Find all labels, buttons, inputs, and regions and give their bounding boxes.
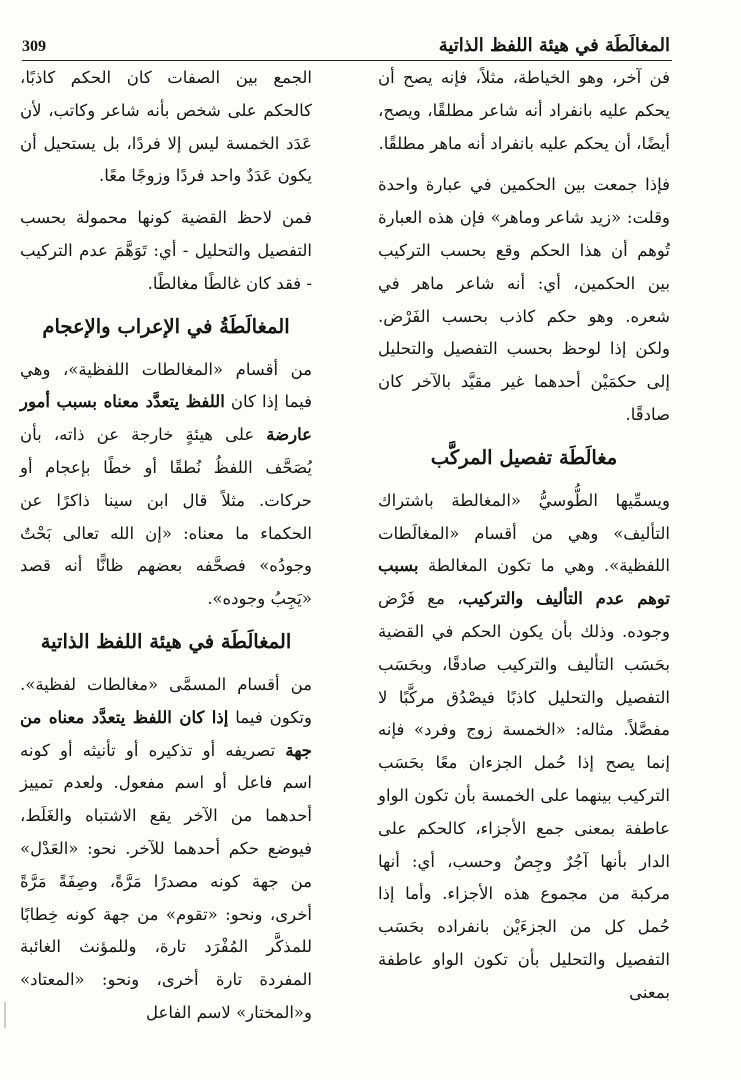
bold-text: إذا كان اللفظ يتعدَّد معناه من جهة [20, 707, 312, 760]
binding-mark [4, 1002, 6, 1028]
text-run: على هيئةٍ خارجة عن ذاته، بأن يُصَحَّف اللفظُ نُطقًا أو خطًا بإعجام أو حركات. مثلاً قال ابن سينا ذاكرًا عن الحكماء ما معناه: «إن الله تعالى بَحْتٌ وجودُه» فصحَّفه بعضهم ظانًّا أنه قصد «يَجِبُ وجوده». [20, 425, 312, 609]
paragraph: فإذا جمعت بين الحكمين في عبارة واحدة وقلت: «زيد شاعر وماهر» فإن هذه العبارة تُوهم أن هذا الحكم وقع بحسب التركيب بين الحكمين، أي: أنه شاعر ماهر في شعره. وهو حكم كاذب بحسب الفَرْض. ولكن إذا لوحظ بحسب التفصيل والتحليل إلى حكمَيْن أحدهما غير مقيَّد بالآخر كان صادقًا. [378, 175, 670, 424]
paragraph: فن آخر، وهو الخياطة، مثلاً، فإنه يصح أن يحكم عليه بانفراد أنه شاعر مطلقًا، ويصح، أيضًا، أن يحكم عليه بانفراد أنه ماهر مطلقًا. [378, 68, 670, 153]
section-heading: مغالَطَة تفصيل المركَّب [430, 445, 618, 469]
text-run: من أقسام «المغالطات اللفظية»، وهي فيما إذا كان [20, 359, 312, 412]
bold-text: بسبب توهم عدم التأليف والتركيب [378, 556, 670, 609]
bold-text: اللفظ يتعدَّد معناه بسبب أمور عارضة [20, 392, 312, 445]
running-title: المغالَطَة في هيئة اللفظ الذاتية [438, 35, 670, 56]
header-rule [22, 60, 672, 61]
page-number: 309 [22, 38, 46, 55]
page-header [22, 22, 670, 56]
paragraph [378, 485, 670, 1010]
paragraph: الجمع بين الصفات كان الحكم كاذبًا، كالحكم على شخص بأنه شاعر وكاتب، لأن عَدَد الخمسة ليس إلا فردًا، بل يستحيل أن يكون عَدَدٌ واحد فردًا وزوجًا معًا. [20, 68, 312, 186]
section-heading: المغالَطَةُ في الإعراب والإعجام [42, 314, 290, 338]
paragraph [20, 354, 312, 616]
text-run: ويسمِّيها الطُّوسيُّ «المغالطة باشتراك التأليف» وهي من أقسام «المغالَطات اللفظية». وهي ما تكون المغالطة [378, 490, 670, 576]
text-run: من أقسام المسمَّى «مغالطات لفظية». وتكون فيما [20, 674, 312, 727]
text-run: تصريفه أو تذكيره أو تأنيثه أو كونه اسم فاعل أو اسم مفعول. ولعدم تمييز أحدهما من الآخر يقع الاشتباه والغَلَط، فيوضع حكم أحدهما للآخر. نحو: «العَدْل» من جهة كونه مصدرًا مَرَّةً، وصِفَةً مَرَّةً أخرى، ونحو: «تقوم» من جهة كونه خِطابًا للمذكَّر المُفْرَد تارة، وللمؤنث الغائبة المفردة تارة أخرى، ونحو: «المعتاد» و«المختار» لاسم الفاعل [20, 740, 312, 1022]
paragraph [20, 669, 312, 1030]
right-column [378, 62, 670, 1019]
paragraph: فمن لاحظ القضية كونها محمولة بحسب التفصيل والتحليل - أي: تَوَهَّمَ عدم التركيب - فقد كان غالطًا مغالطًا. [20, 208, 312, 293]
text-run: ، مع فَرْض وجوده. وذلك بأن يكون الحكم في القضية بحَسَب التأليف والتركيب صادقًا، وبحَسَب التفصيل والتحليل كاذبًا فيصْدُق مركَّبًا لا مفصَّلاً. مثاله: «الخمسة زوج وفرد» فإنه إنما يصح إذا حُمل الجزءان معًا بحَسَب التركيب بينهما على الخمسة بأن تكون الواو عاطفة بمعنى جمع الأجزاء، كالحكم على الدار بأنها آجُرٌ وجِصٌ وحسب، أي: أنها مركبة من مجموع هذه الأجزاء. وأما إذا حُمل كل من الجزءَيْن بانفراده بحَسَب التفصيل والتحليل بأن تكون الواو عاطفة بمعنى [378, 589, 670, 1002]
section-heading: المغالَطَة في هيئة اللفظ الذاتية [40, 629, 292, 653]
left-column [20, 62, 312, 1039]
